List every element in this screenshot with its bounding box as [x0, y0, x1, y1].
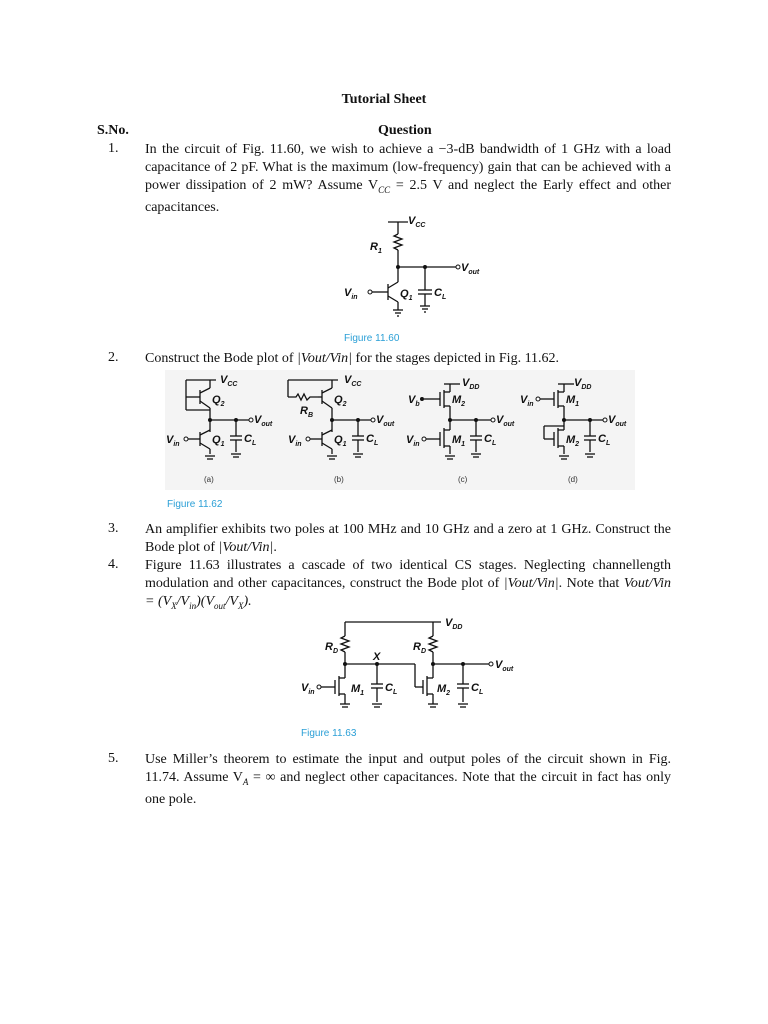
figure-caption: Figure 11.63	[301, 728, 357, 739]
figure-caption: Figure 11.62	[167, 499, 223, 510]
question-text: Construct the Bode plot of |Vout/Vin| for the stages depicted in Fig. 11.62.	[145, 351, 560, 366]
svg-text:Q1: $Q_1$	[334, 434, 347, 448]
svg-text:Vin: $V_{in}$	[301, 682, 315, 696]
svg-text:Vb: $V_b$	[408, 394, 420, 408]
svg-text:M1: $M_1$	[351, 683, 365, 697]
svg-text:VCC: $V_{CC}$	[220, 374, 238, 388]
question-number: 1.	[108, 141, 119, 156]
figure-11-62	[160, 370, 640, 515]
svg-text:M2: $M_2$	[452, 394, 466, 408]
svg-text:Vin: $V_{in}$	[166, 434, 180, 448]
svg-text:Vout: $V_{out}$	[495, 659, 514, 673]
svg-text:CL: $C_L$	[366, 433, 379, 447]
vcc-label: $V_{CC}$	[408, 215, 426, 229]
svg-text:(d): (d)	[568, 475, 578, 484]
q1-label: $Q_1$	[400, 288, 413, 302]
svg-text:Q2: $Q_2$	[212, 394, 225, 408]
page-title: Tutorial Sheet	[341, 92, 427, 107]
svg-text:(b): (b)	[334, 475, 344, 484]
svg-text:CL: $C_L$	[244, 433, 257, 447]
svg-text:M2: $M_2$	[566, 434, 580, 448]
svg-text:Q2: $Q_2$	[334, 394, 347, 408]
vout-label: $V_{out}$	[461, 262, 480, 276]
svg-text:VDD: $V_{DD}$	[462, 377, 480, 391]
vin-label: $V_{in}$	[344, 287, 358, 301]
svg-text:Vout: $V_{out}$	[376, 414, 395, 428]
svg-text:X: X	[373, 651, 381, 663]
svg-text:CL: $C_L$	[598, 433, 611, 447]
cl-label: $C_L$	[434, 287, 447, 301]
question-text: An amplifier exhibits two poles at 100 MHz and 10 GHz and a zero at 1 GHz. Construct the Bode plot of |Vout/Vin|.	[145, 522, 671, 555]
figure-11-60	[330, 210, 500, 350]
question-text: Use Miller’s theorem to estimate the input and output poles of the circuit shown in Fig. 11.74. Assume $V_A$ = ∞ and neglect other capacitances. Note that the circuit in fact has only one pole.	[145, 752, 671, 807]
question-text: In the circuit of Fig. 11.60, we wish to achieve a −3-dB bandwidth of 1 GHz with a load capacitance of 2 pF. What is the maximum (low-frequency) gain that can be achieved with a power dissipation of 2 mW? Assume $V_{CC} = 2.5$ V and neglect the Early effect and other capacitances.	[145, 142, 671, 215]
question-text: Figure 11.63 illustrates a cascade of two identical CS stages. Neglecting channellength modulation and other capacitances, construct the Bode plot of |Vout/Vin|. Note that Vout/Vin = $(V_X/V_{in})(V_{out}/V_X)$.	[145, 558, 671, 611]
svg-text:RB: $R_B$	[300, 405, 314, 419]
svg-text:CL: $C_L$	[385, 682, 398, 696]
svg-text:VDD: $V_{DD}$	[445, 617, 463, 631]
question-number: 4.	[108, 557, 119, 572]
svg-text:Vin: $V_{in}$	[520, 394, 534, 408]
svg-text:M1: $M_1$	[566, 394, 580, 408]
svg-text:Vout: $V_{out}$	[608, 414, 627, 428]
question-number: 3.	[108, 521, 119, 536]
svg-text:(c): (c)	[458, 475, 468, 484]
question-header: Question	[378, 123, 432, 138]
svg-text:M2: $M_2$	[437, 683, 451, 697]
question-number: 5.	[108, 751, 119, 766]
svg-text:RD: $R_D$	[413, 641, 427, 655]
figure-caption: Figure 11.60	[344, 333, 400, 344]
sno-header: S.No.	[97, 123, 129, 138]
svg-text:CL: $C_L$	[484, 433, 497, 447]
svg-text:Vout: $V_{out}$	[496, 414, 515, 428]
svg-text:Vin: $V_{in}$	[406, 434, 420, 448]
svg-text:Vin: $V_{in}$	[288, 434, 302, 448]
svg-text:(a): (a)	[204, 475, 214, 484]
svg-text:M1: $M_1$	[452, 434, 466, 448]
svg-text:Vout: $V_{out}$	[254, 414, 273, 428]
figure-11-63	[295, 612, 555, 742]
r1-label: $R_1$	[370, 241, 382, 255]
svg-text:CL: $C_L$	[471, 682, 484, 696]
svg-text:VCC: $V_{CC}$	[344, 374, 362, 388]
svg-text:RD: $R_D$	[325, 641, 339, 655]
question-number: 2.	[108, 350, 119, 365]
svg-text:VDD: $V_{DD}$	[574, 377, 592, 391]
svg-text:Q1: $Q_1$	[212, 434, 225, 448]
